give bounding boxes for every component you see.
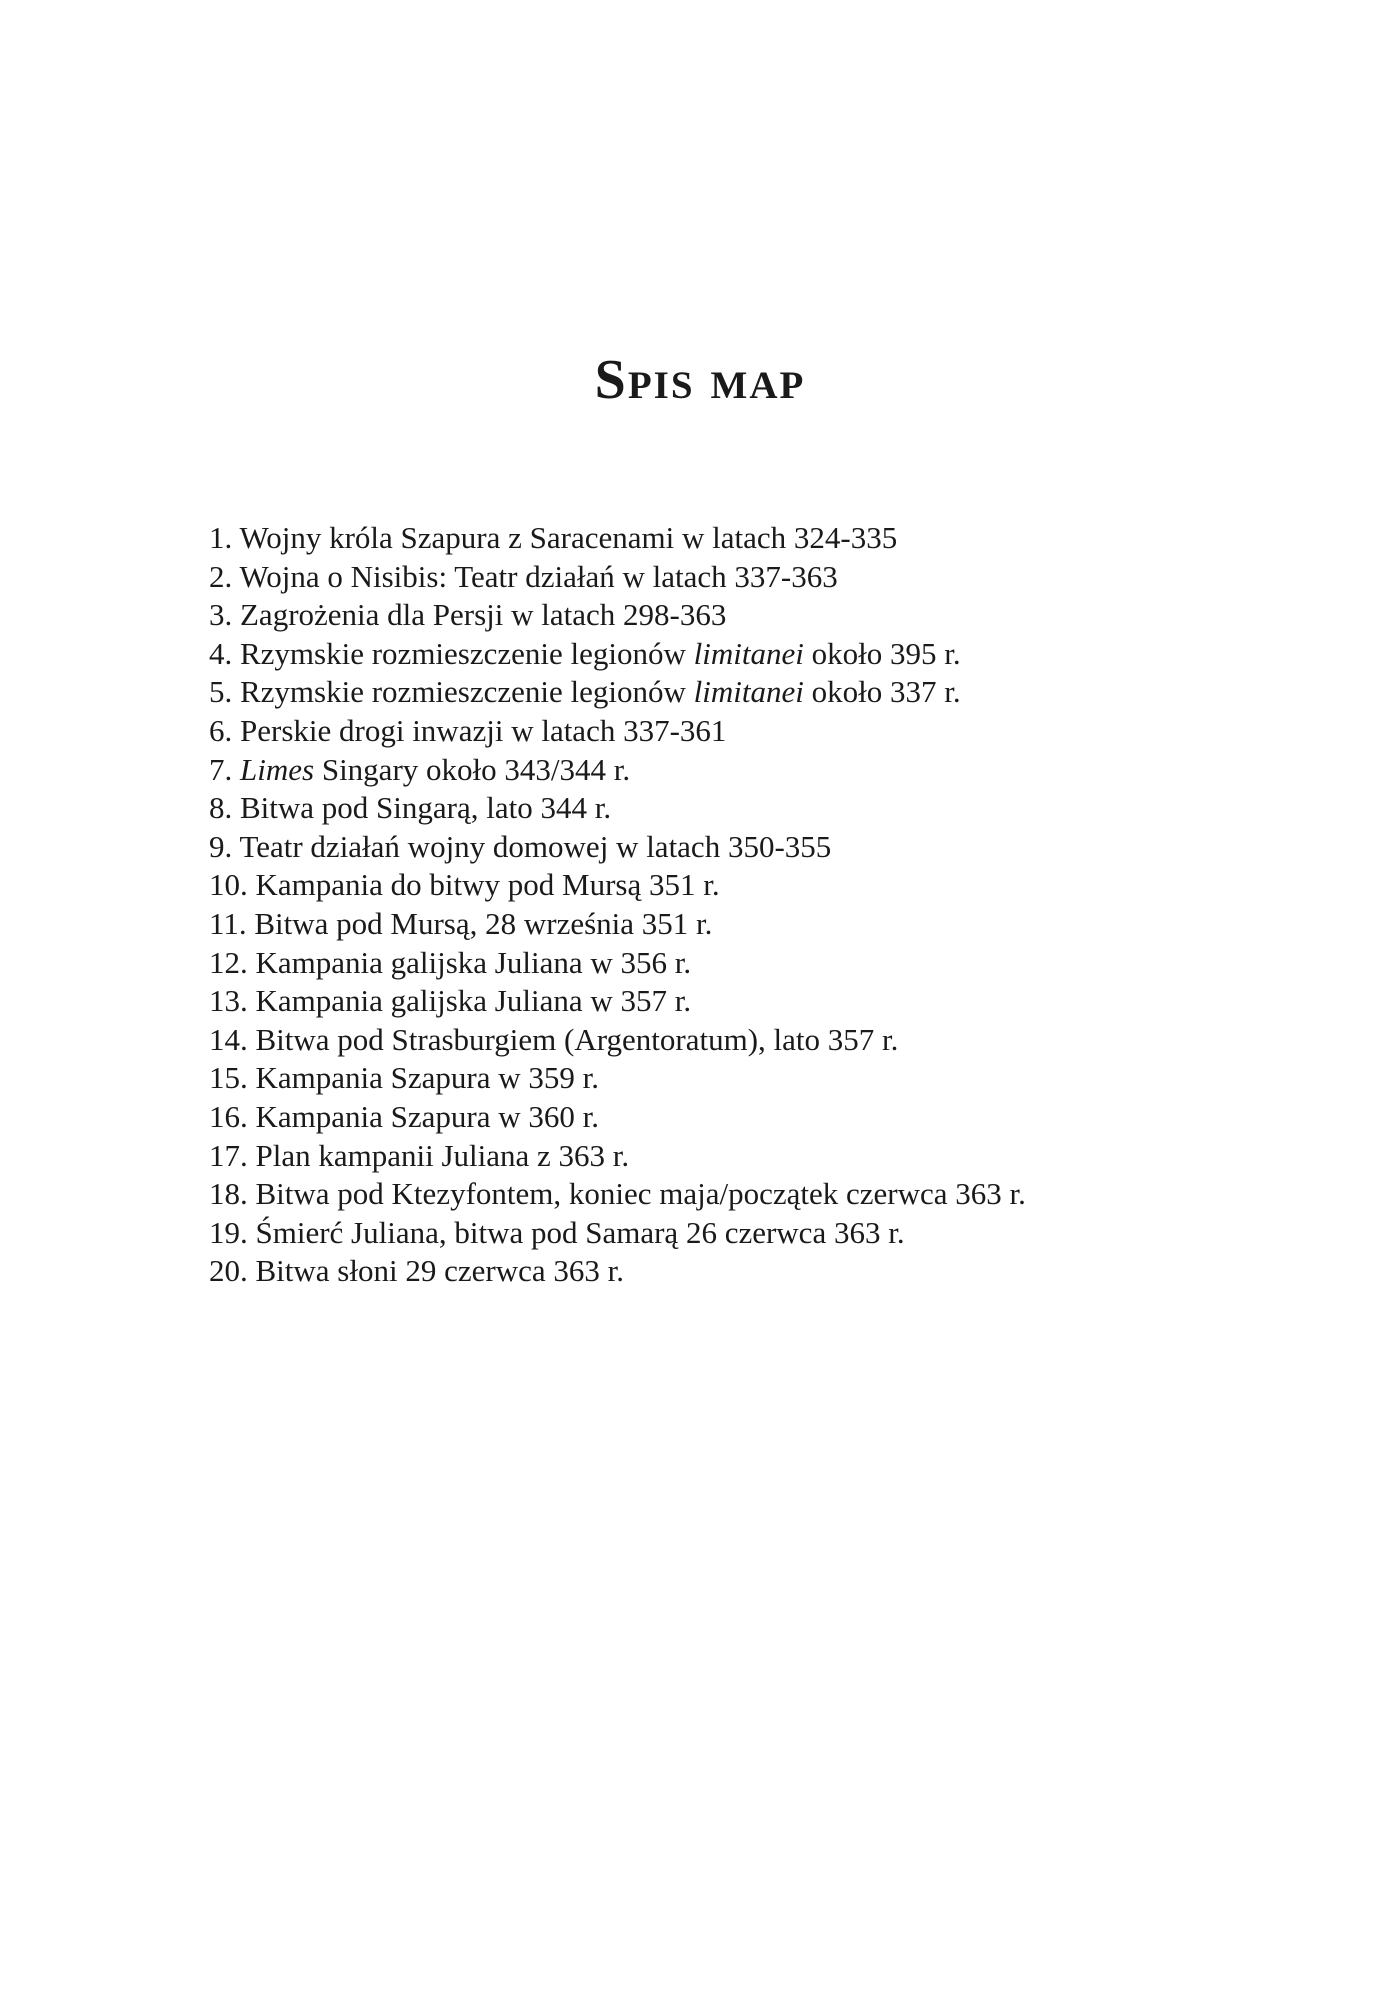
list-item <box>209 1252 1209 1291</box>
item-number: 20. <box>209 1253 248 1289</box>
item-text: Wojny króla Szapura z Saracenami w latach 324-335 <box>239 520 898 555</box>
item-text: Perskie drogi inwazji w latach 337-361 <box>240 712 727 748</box>
item-number: 4. <box>209 635 233 671</box>
page-title: Spis map <box>594 349 806 411</box>
item-text: Kampania Szapura w 359 r. <box>255 1060 599 1096</box>
item-number: 11. <box>209 905 247 941</box>
item-number: 17. <box>209 1137 248 1173</box>
item-text-before: Rzymskie rozmieszczenie legionów <box>240 635 694 671</box>
list-item <box>209 866 1209 905</box>
list-item <box>209 1214 1209 1253</box>
item-number: 1. <box>209 520 233 555</box>
list-item <box>209 1059 1209 1098</box>
item-text-before: Rzymskie rozmieszczenie legionów <box>240 674 694 710</box>
list-item <box>209 1137 1209 1176</box>
item-text: Śmierć Juliana, bitwa pod Samarą 26 czerwca 363 r. <box>255 1214 905 1250</box>
item-text-italic: limitanei <box>693 674 804 710</box>
list-item <box>209 635 1209 674</box>
list-item <box>209 673 1209 712</box>
list-item <box>209 558 1209 597</box>
list-item <box>209 944 1209 983</box>
item-text: Plan kampanii Juliana z 363 r. <box>255 1137 630 1173</box>
list-item <box>209 828 1209 867</box>
item-number: 3. <box>209 597 233 633</box>
item-text: Bitwa pod Singarą, lato 344 r. <box>240 790 612 826</box>
item-text: Bitwa pod Mursą, 28 września 351 r. <box>254 905 713 941</box>
item-text-after: około 337 r. <box>803 674 961 710</box>
item-text-italic: Limes <box>240 751 315 787</box>
list-item <box>209 519 1209 558</box>
item-number: 5. <box>209 674 233 710</box>
item-text: Zagrożenia dla Persji w latach 298-363 <box>240 597 727 633</box>
item-text-after: około 395 r. <box>803 635 961 671</box>
list-item <box>209 596 1209 635</box>
item-text: Kampania galijska Juliana w 356 r. <box>255 944 692 980</box>
item-number: 9. <box>209 828 233 864</box>
list-item <box>209 751 1209 790</box>
item-number: 13. <box>209 983 248 1019</box>
item-text: Bitwa słoni 29 czerwca 363 r. <box>255 1253 624 1289</box>
map-list <box>209 519 1209 1291</box>
item-number: 6. <box>209 712 233 748</box>
item-text: Wojna o Nisibis: Teatr działań w latach 337-363 <box>239 558 838 594</box>
item-text-after: Singary około 343/344 r. <box>314 751 631 787</box>
item-number: 12. <box>209 944 248 980</box>
list-item <box>209 905 1209 944</box>
item-text: Bitwa pod Strasburgiem (Argentoratum), lato 357 r. <box>255 1021 899 1057</box>
item-number: 15. <box>209 1060 248 1096</box>
item-number: 19. <box>209 1214 248 1250</box>
item-text: Kampania Szapura w 360 r. <box>255 1098 599 1134</box>
item-number: 14. <box>209 1021 248 1057</box>
item-text-italic: limitanei <box>693 635 804 671</box>
list-item <box>209 982 1209 1021</box>
item-number: 8. <box>209 790 233 826</box>
item-number: 18. <box>209 1176 248 1212</box>
list-item <box>209 1021 1209 1060</box>
item-number: 7. <box>209 751 233 787</box>
list-item <box>209 712 1209 751</box>
item-number: 16. <box>209 1098 248 1134</box>
list-item <box>209 1098 1209 1137</box>
list-item <box>209 789 1209 828</box>
item-number: 2. <box>209 558 233 594</box>
item-text: Bitwa pod Ktezyfontem, koniec maja/początek czerwca 363 r. <box>255 1176 1026 1212</box>
list-item <box>209 1175 1209 1214</box>
item-number: 10. <box>209 867 248 903</box>
item-text: Teatr działań wojny domowej w latach 350-355 <box>239 828 832 864</box>
item-text: Kampania galijska Juliana w 357 r. <box>255 983 692 1019</box>
item-text: Kampania do bitwy pod Mursą 351 r. <box>255 867 720 903</box>
